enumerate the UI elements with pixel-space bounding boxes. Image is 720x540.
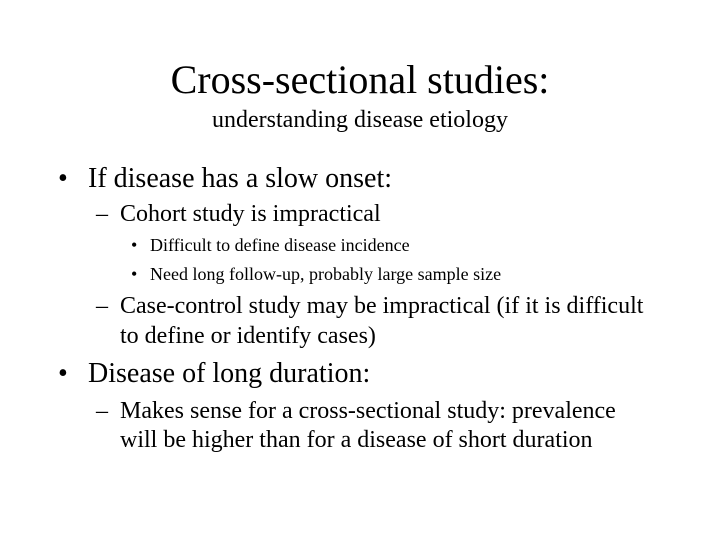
sub-bullet-text-line2: will be higher than for a disease of short duration bbox=[120, 427, 593, 453]
sub-bullet-marker: – bbox=[96, 293, 108, 319]
sub-sub-bullet-text: Difficult to define disease incidence bbox=[150, 235, 410, 255]
slide-title: Cross-sectional studies: bbox=[170, 57, 550, 102]
bullet-text: If disease has a slow onset: bbox=[88, 163, 393, 194]
sub-bullet-text-line2: to define or identify cases) bbox=[120, 323, 376, 349]
sub-bullet-text-line1: Makes sense for a cross-sectional study: prevalence bbox=[120, 398, 616, 424]
bullet-marker: • bbox=[58, 358, 68, 389]
slide-subtitle: understanding disease etiology bbox=[212, 107, 508, 133]
sub-sub-bullet-marker: • bbox=[131, 264, 138, 284]
sub-bullet-marker: – bbox=[96, 201, 108, 227]
sub-bullet-text: Cohort study is impractical bbox=[120, 201, 381, 227]
bullet-text: Disease of long duration: bbox=[88, 358, 371, 389]
sub-bullet-text-line1: Case-control study may be impractical (if it is difficult bbox=[120, 293, 644, 319]
sub-sub-bullet-marker: • bbox=[131, 235, 138, 255]
sub-bullet-marker: – bbox=[96, 398, 108, 424]
bullet-marker: • bbox=[58, 163, 68, 194]
sub-sub-bullet-text: Need long follow-up, probably large sample size bbox=[150, 264, 502, 284]
